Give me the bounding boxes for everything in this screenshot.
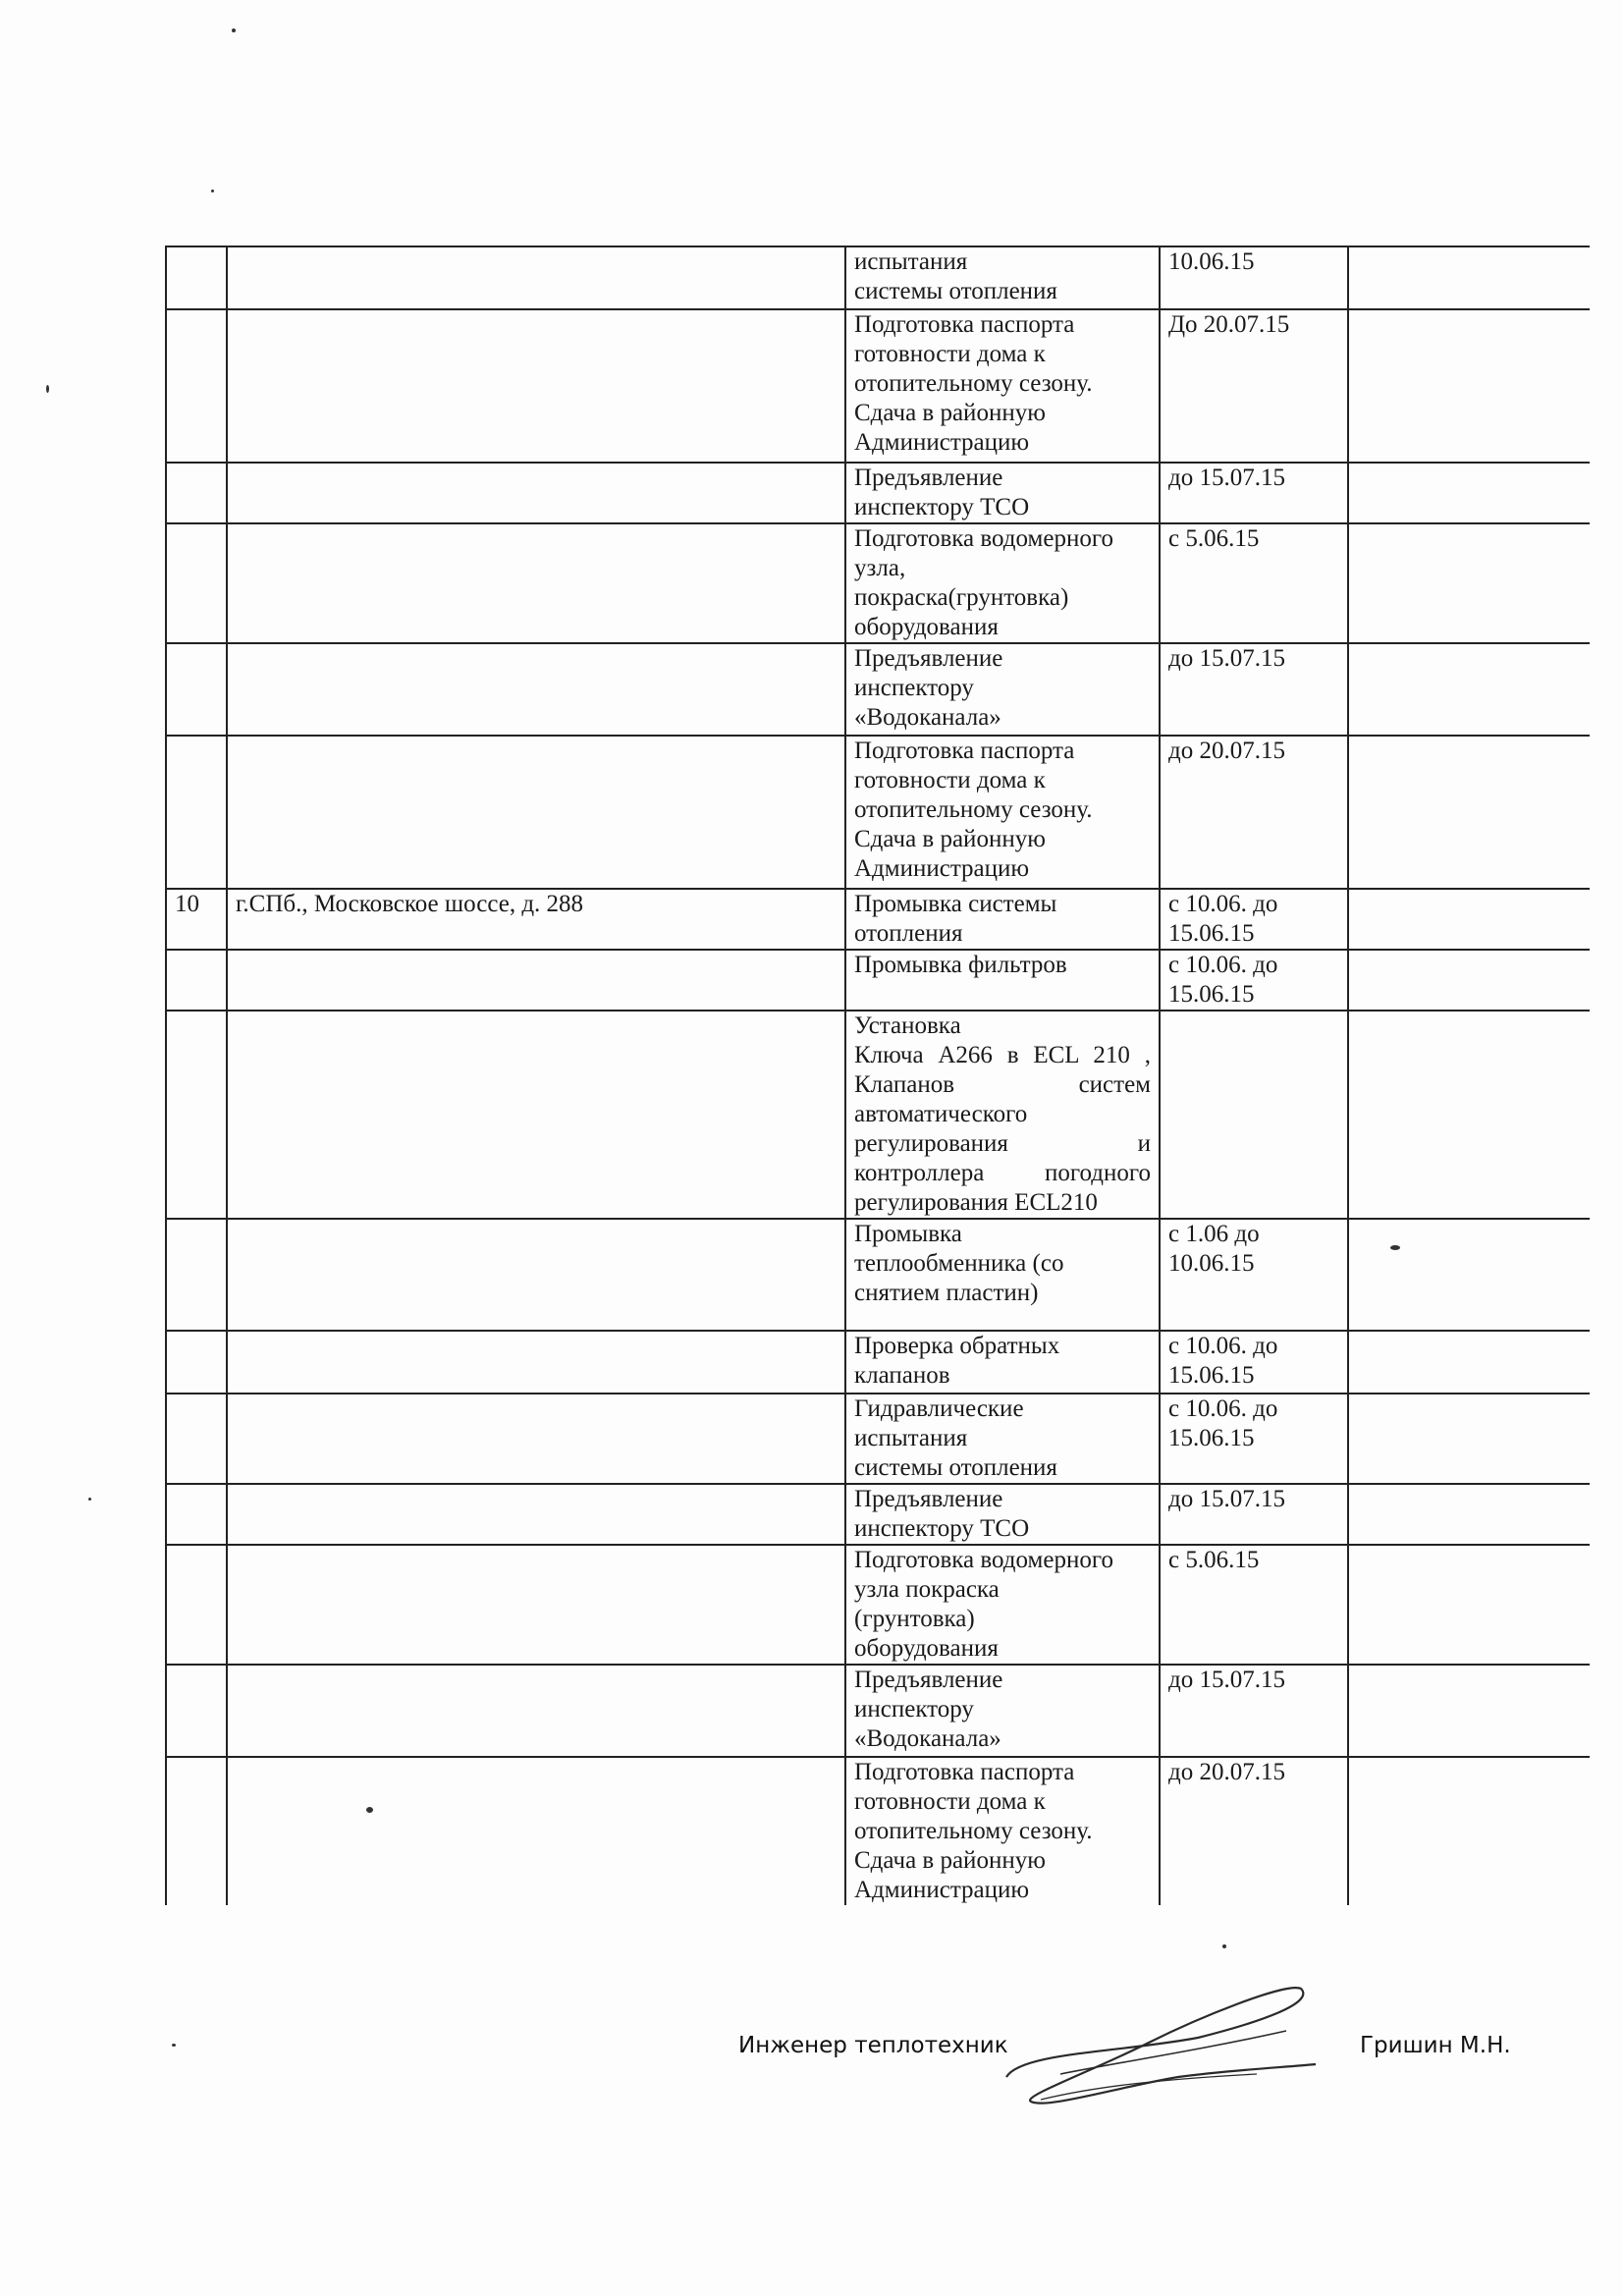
work-cell-text: Подготовка паспорта готовности дома к отопительному сезону. Сдача в районную Администрацию <box>854 738 1093 882</box>
address-cell <box>227 950 845 1011</box>
work-cell-text: Промывка системы отопления <box>854 891 1057 947</box>
notes-cell <box>1348 1757 1590 1905</box>
table-row <box>166 1757 1590 1905</box>
notes-cell <box>1348 889 1590 950</box>
table-row <box>166 1219 1590 1331</box>
work-cell <box>845 463 1160 523</box>
address-cell <box>227 309 845 463</box>
work-cell <box>845 309 1160 463</box>
date-cell-text: 10.06.15 <box>1168 248 1255 275</box>
scan-speck <box>1222 1944 1226 1948</box>
row-number-cell <box>166 1331 227 1394</box>
table-row <box>166 1665 1590 1757</box>
date-cell <box>1160 463 1348 523</box>
address-cell <box>227 1484 845 1545</box>
table-row <box>166 463 1590 523</box>
row-number-cell <box>166 950 227 1011</box>
scan-speck <box>88 1498 91 1501</box>
address-cell <box>227 246 845 309</box>
date-cell <box>1160 1484 1348 1545</box>
schedule-body <box>166 246 1590 1905</box>
notes-cell <box>1348 523 1590 643</box>
row-number-cell <box>166 1545 227 1665</box>
row-number-cell <box>166 246 227 309</box>
work-cell <box>845 1757 1160 1905</box>
notes-cell <box>1348 1394 1590 1484</box>
row-number-cell <box>166 736 227 889</box>
date-cell <box>1160 1665 1348 1757</box>
notes-cell <box>1348 309 1590 463</box>
row-number-cell <box>166 889 227 950</box>
work-cell <box>845 1545 1160 1665</box>
address-cell <box>227 889 845 950</box>
notes-cell <box>1348 736 1590 889</box>
date-cell-text: до 15.07.15 <box>1168 645 1285 672</box>
date-cell <box>1160 736 1348 889</box>
address-cell <box>227 1219 845 1331</box>
date-cell-text: с 1.06 до 10.06.15 <box>1168 1221 1260 1277</box>
work-cell <box>845 1394 1160 1484</box>
work-cell-text: Промывка фильтров <box>854 952 1067 978</box>
address-cell <box>227 1394 845 1484</box>
work-cell-text: Установка Ключа А266 в ECL 210 , Клапанов систем автоматического регулирования и контроллера погодного регулирования ECL210 <box>854 1012 1151 1216</box>
table-row <box>166 643 1590 736</box>
table-row <box>166 523 1590 643</box>
handwritten-signature <box>1001 1984 1325 2121</box>
date-cell <box>1160 246 1348 309</box>
table-row <box>166 246 1590 309</box>
work-cell-text: Подготовка паспорта готовности дома к отопительному сезону. Сдача в районную Администрацию <box>854 311 1093 456</box>
row-number-cell <box>166 309 227 463</box>
work-cell-text: Подготовка водомерного узла покраска (грунтовка) оборудования <box>854 1547 1113 1662</box>
date-cell-text: до 15.07.15 <box>1168 1486 1285 1512</box>
work-cell <box>845 889 1160 950</box>
address-cell <box>227 1665 845 1757</box>
date-cell <box>1160 309 1348 463</box>
date-cell-text: до 20.07.15 <box>1168 738 1285 764</box>
date-cell <box>1160 1219 1348 1331</box>
table-row <box>166 309 1590 463</box>
work-cell <box>845 950 1160 1011</box>
address-cell <box>227 1011 845 1219</box>
notes-cell <box>1348 1219 1590 1331</box>
date-cell <box>1160 1331 1348 1394</box>
date-cell-text: до 20.07.15 <box>1168 1759 1285 1785</box>
date-cell-text: с 10.06. до 15.06.15 <box>1168 952 1278 1008</box>
work-cell <box>845 1665 1160 1757</box>
work-cell-text: Предъявление инспектору ТСО <box>854 1486 1030 1542</box>
date-cell <box>1160 1757 1348 1905</box>
work-cell-text: испытания системы отопления <box>854 248 1057 304</box>
row-number-cell <box>166 1011 227 1219</box>
work-cell-text: Предъявление инспектору ТСО <box>854 465 1030 520</box>
address-cell-text: г.СПб., Московское шоссе, д. 288 <box>236 891 584 917</box>
table-row <box>166 1394 1590 1484</box>
notes-cell <box>1348 1484 1590 1545</box>
notes-cell <box>1348 950 1590 1011</box>
row-number-cell <box>166 1757 227 1905</box>
notes-cell <box>1348 463 1590 523</box>
date-cell <box>1160 643 1348 736</box>
row-number-cell <box>166 643 227 736</box>
signer-name: Гришин М.Н. <box>1360 2033 1511 2058</box>
table-row <box>166 889 1590 950</box>
date-cell-text: до 15.07.15 <box>1168 465 1285 491</box>
work-cell <box>845 1484 1160 1545</box>
date-cell <box>1160 950 1348 1011</box>
work-cell <box>845 643 1160 736</box>
row-number-cell-text: 10 <box>175 891 199 917</box>
work-cell <box>845 523 1160 643</box>
work-cell-text: Предъявление инспектору «Водоканала» <box>854 645 1003 731</box>
scan-speck <box>232 28 236 32</box>
notes-cell <box>1348 246 1590 309</box>
row-number-cell <box>166 1665 227 1757</box>
row-number-cell <box>166 523 227 643</box>
address-cell <box>227 463 845 523</box>
date-cell-text: с 5.06.15 <box>1168 1547 1260 1573</box>
date-cell <box>1160 889 1348 950</box>
work-cell <box>845 246 1160 309</box>
work-cell-text: Промывка теплообменника (со снятием пластин) <box>854 1221 1064 1306</box>
notes-cell <box>1348 643 1590 736</box>
table-row <box>166 1011 1590 1219</box>
notes-cell <box>1348 1011 1590 1219</box>
table-row <box>166 1545 1590 1665</box>
work-cell-text: Проверка обратных клапанов <box>854 1333 1060 1389</box>
work-cell <box>845 1331 1160 1394</box>
date-cell-text: до 15.07.15 <box>1168 1667 1285 1693</box>
row-number-cell <box>166 1484 227 1545</box>
scan-speck <box>211 190 214 192</box>
scan-speck <box>46 385 49 393</box>
address-cell <box>227 523 845 643</box>
notes-cell <box>1348 1665 1590 1757</box>
date-cell <box>1160 523 1348 643</box>
date-cell <box>1160 1011 1348 1219</box>
scan-speck <box>172 2044 176 2047</box>
address-cell <box>227 1757 845 1905</box>
table-row <box>166 1484 1590 1545</box>
notes-cell <box>1348 1331 1590 1394</box>
table-row <box>166 1331 1590 1394</box>
signature-block <box>0 2033 1623 2151</box>
work-cell-text: Подготовка паспорта готовности дома к отопительному сезону. Сдача в районную Администрацию <box>854 1759 1093 1903</box>
scan-speck <box>366 1807 373 1813</box>
work-cell-text: Гидравлические испытания системы отопления <box>854 1395 1057 1481</box>
address-cell <box>227 736 845 889</box>
row-number-cell <box>166 1219 227 1331</box>
work-cell <box>845 1011 1160 1219</box>
address-cell <box>227 643 845 736</box>
scan-speck <box>1390 1245 1400 1250</box>
date-cell-text: с 10.06. до 15.06.15 <box>1168 1333 1278 1389</box>
date-cell <box>1160 1394 1348 1484</box>
date-cell-text: До 20.07.15 <box>1168 311 1290 338</box>
table-row <box>166 950 1590 1011</box>
maintenance-schedule-table <box>165 246 1590 1905</box>
table-row <box>166 736 1590 889</box>
date-cell-text: с 5.06.15 <box>1168 525 1260 552</box>
date-cell-text: с 10.06. до 15.06.15 <box>1168 1395 1278 1451</box>
date-cell-text: с 10.06. до 15.06.15 <box>1168 891 1278 947</box>
work-cell-text: Предъявление инспектору «Водоканала» <box>854 1667 1003 1752</box>
work-cell-text: Подготовка водомерного узла, покраска(грунтовка) оборудования <box>854 525 1113 640</box>
row-number-cell <box>166 463 227 523</box>
work-cell <box>845 736 1160 889</box>
work-cell <box>845 1219 1160 1331</box>
date-cell <box>1160 1545 1348 1665</box>
address-cell <box>227 1545 845 1665</box>
row-number-cell <box>166 1394 227 1484</box>
address-cell <box>227 1331 845 1394</box>
signer-role: Инженер теплотехник <box>738 2033 1008 2058</box>
notes-cell <box>1348 1545 1590 1665</box>
